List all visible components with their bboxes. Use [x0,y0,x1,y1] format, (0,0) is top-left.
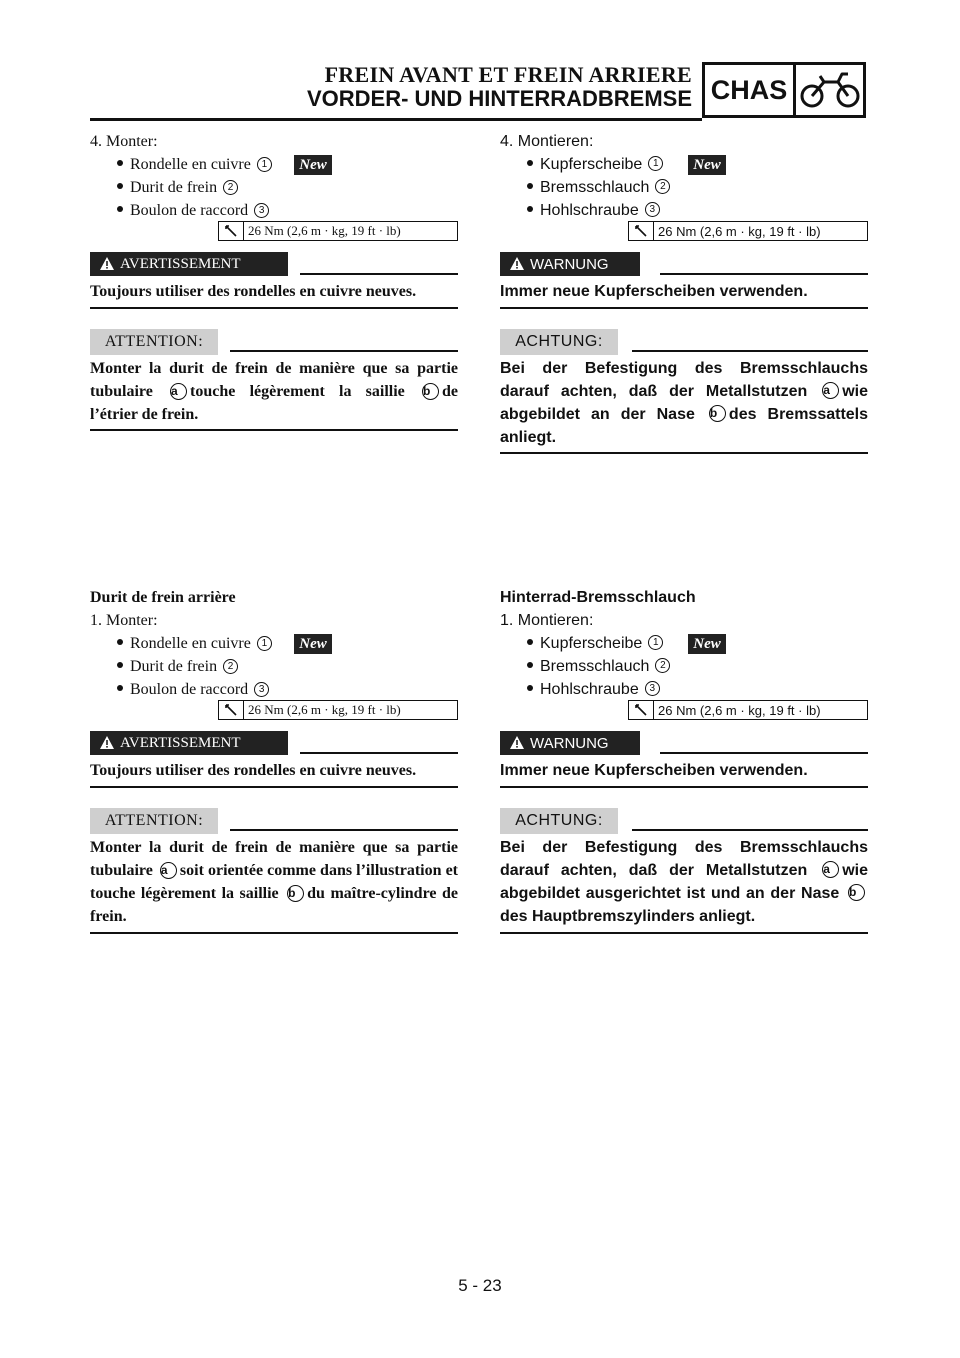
list-item: Durit de frein 2 [117,179,238,197]
divider [90,786,458,788]
list-item: Rondelle en cuivre 1 [117,156,272,174]
list-item: Hohlschraube 3 [527,681,660,699]
torque-spec [218,700,458,720]
warning-text: Immer neue Kupferscheiben verwenden. [500,762,808,779]
divider [90,932,458,934]
warning-text: Immer neue Kupferscheiben verwenden. [500,283,808,300]
list-item: Boulon de raccord 3 [117,202,269,220]
list-item: Kupferscheibe 1 [527,156,663,174]
list-item: Durit de frein 2 [117,658,238,676]
section-code: CHAS [705,65,796,115]
torque-spec [628,221,868,241]
divider [660,273,868,275]
list-item: Bremsschlauch 2 [527,179,670,197]
warning-label: WARNUNG [500,252,640,276]
divider [500,932,868,934]
torque-wrench-icon [219,701,244,719]
caution-text: Bei der Befestigung des Bremsschlauchs darauf achten, daß der Metallstutzen a wie abgebildet ausgerichtet ist und an der Nase bdes Hauptbremszylinders anliegt. [500,839,868,925]
motorcycle-icon [796,65,863,115]
divider [500,452,868,454]
header-title-fr: FREIN AVANT ET FREIN ARRIERE [324,62,692,87]
divider [660,752,868,754]
section-heading: Hinterrad-Bremsschlauch [500,589,696,606]
warning-icon [99,735,115,750]
new-badge: New [688,634,726,654]
list-item: Kupferscheibe 1 [527,635,663,653]
new-badge: New [688,155,726,175]
torque-spec [218,221,458,241]
warning-icon [99,256,115,271]
caution-text: Monter la durit de frein de manière que sa partie tubulaire a touche légèrement la saillie b de l’étrier de frein. [90,360,459,423]
new-badge: New [294,155,332,175]
divider [300,273,458,275]
divider [300,752,458,754]
divider [90,307,458,309]
warning-text: Toujours utiliser des rondelles en cuivre neuves. [90,283,417,300]
divider [500,307,868,309]
section-box [702,62,866,118]
torque-value: 26 Nm (2,6 m · kg, 19 ft · lb) [658,223,821,239]
caution-text: Bei der Befestigung des Bremsschlauchs darauf achten, daß der Metallstutzen a wie abgebildet an der Nase b des Bremssattels anliegt. [500,360,869,446]
divider [230,829,458,831]
list-item: Hohlschraube 3 [527,202,660,220]
warning-icon [509,735,525,750]
caution-text: Monter la durit de frein de manière que sa partie tubulaire a soit orientée comme dans l’illustration et touche légèrement la saillie b du maître-cylindre de frein. [90,839,458,925]
caution-label: ATTENTION: [90,808,218,834]
step-heading: 1. Monter: [90,612,158,629]
header-rule [90,118,702,121]
step-heading: 4. Monter: [90,133,158,150]
page-number: 5 - 23 [458,1276,502,1295]
section-heading: Durit de frein arrière [90,589,236,606]
warning-label: WARNUNG [500,731,640,755]
torque-spec [628,700,868,720]
caution-label: ACHTUNG: [500,329,618,355]
divider [500,786,868,788]
torque-value: 26 Nm (2,6 m · kg, 19 ft · lb) [248,702,401,717]
divider [90,429,458,431]
divider [632,829,868,831]
new-badge: New [294,634,332,654]
list-item: Boulon de raccord 3 [117,681,269,699]
torque-value: 26 Nm (2,6 m · kg, 19 ft · lb) [248,223,401,238]
warning-label: AVERTISSEMENT [90,252,288,276]
divider [632,350,868,352]
torque-wrench-icon [629,222,654,240]
warning-text: Toujours utiliser des rondelles en cuivre neuves. [90,762,417,779]
torque-value: 26 Nm (2,6 m · kg, 19 ft · lb) [658,702,821,718]
header-title-de: VORDER- UND HINTERRADBREMSE [306,86,692,111]
list-item: Bremsschlauch 2 [527,658,670,676]
warning-label: AVERTISSEMENT [90,731,288,755]
step-heading: 4. Montieren: [500,133,594,150]
list-item: Rondelle en cuivre 1 [117,635,272,653]
torque-wrench-icon [219,222,244,240]
caution-label: ATTENTION: [90,329,218,355]
torque-wrench-icon [629,701,654,719]
divider [230,350,458,352]
caution-label: ACHTUNG: [500,808,618,834]
step-heading: 1. Montieren: [500,612,594,629]
warning-icon [509,256,525,271]
